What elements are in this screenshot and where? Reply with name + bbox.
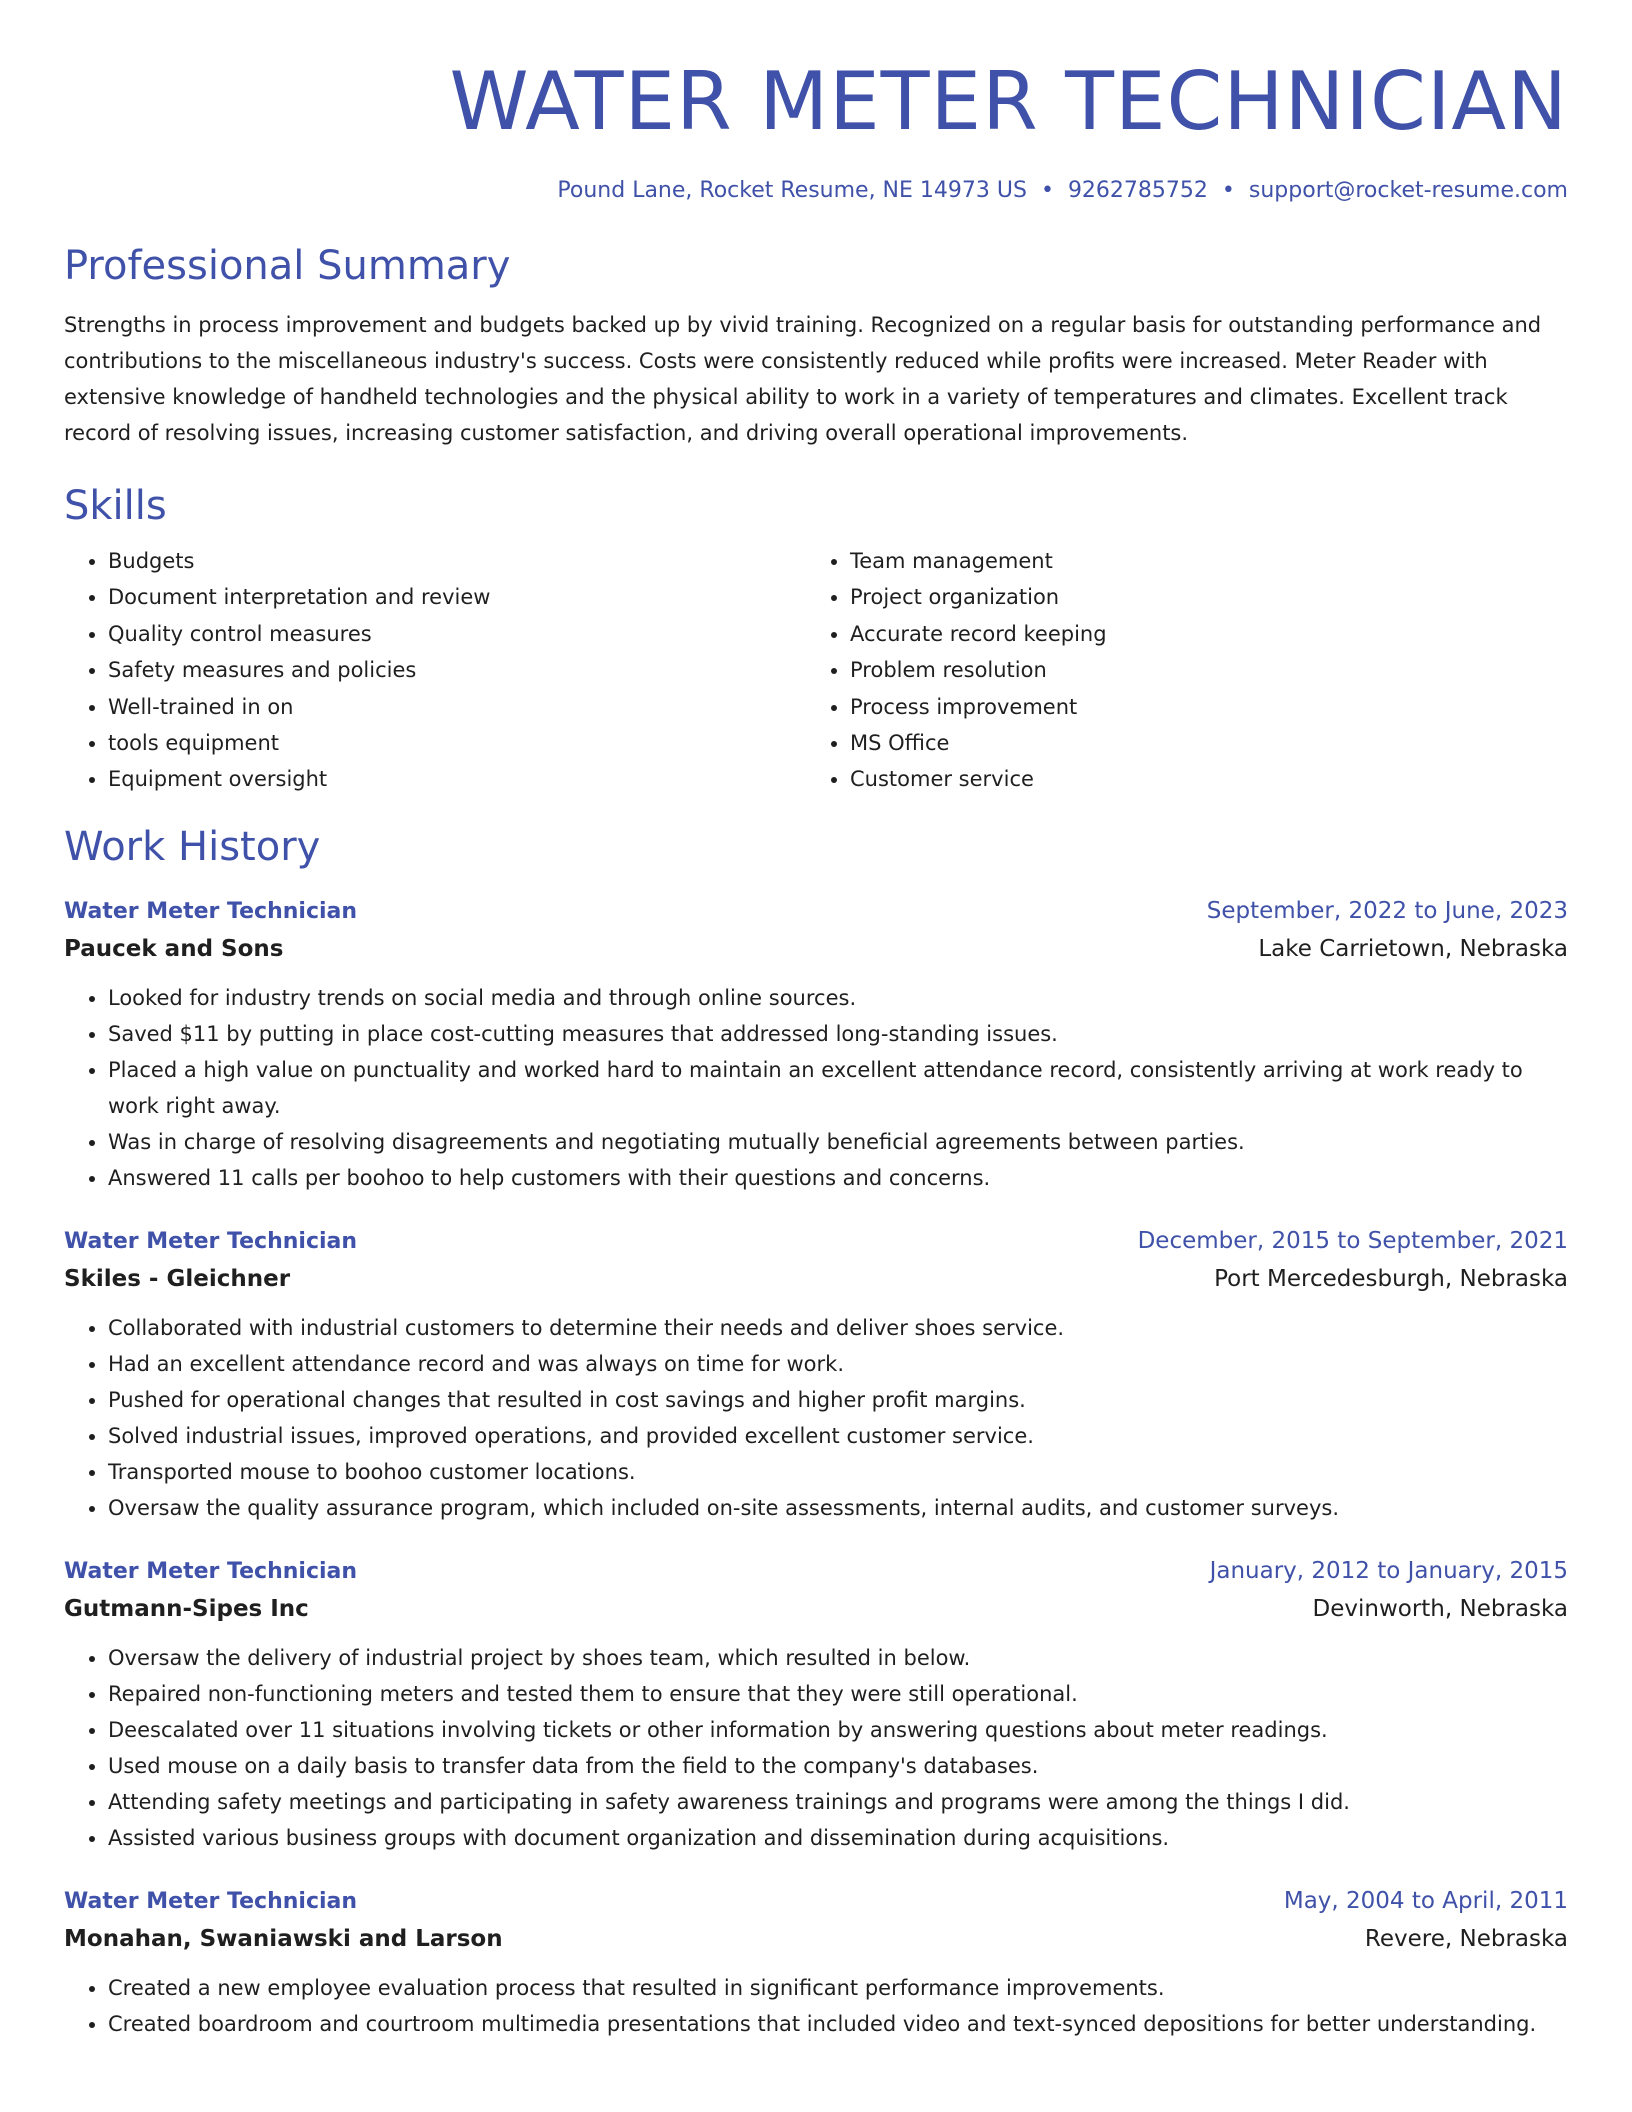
job-bullet: • Created a new employee evaluation process that resulted in significant performance improvements. [108,1970,1568,2006]
job-bullet: • Collaborated with industrial customers to determine their needs and deliver shoes service. [108,1310,1568,1346]
skills-column-left [64,543,806,798]
job-bullet: • Solved industrial issues, improved operations, and provided excellent customer service. [108,1418,1568,1454]
job-dates: September, 2022 to June, 2023 [1206,897,1568,924]
job-bullet: • Repaired non-functioning meters and tested them to ensure that they were still operational. [108,1676,1568,1712]
job-location: Port Mercedesburgh, Nebraska [1214,1265,1568,1292]
job-role: Water Meter Technician [64,1888,358,1914]
skill-item: • Process improvement [850,689,1548,725]
job-company: Monahan, Swaniawski and Larson [64,1925,503,1952]
job-bullet: • Assisted various business groups with document organization and dissemination during acquisitions. [108,1820,1568,1856]
skill-item: • Problem resolution [850,652,1548,688]
job-bullet: • Oversaw the quality assurance program, which included on-site assessments, internal audits, and customer surveys. [108,1490,1568,1526]
job-dates: December, 2015 to September, 2021 [1137,1227,1568,1254]
summary-text: Strengths in process improvement and budgets backed up by vivid training. Recognized on a regular basis for outstanding performance and contributions to the miscellaneous industry's success. Costs were consistently reduced while profits were increased. Meter Reader with extensive knowledge of handheld technologies and the physical ability to work in a variety of temperatures and climates. Excellent track record of resolving issues, increasing customer satisfaction, and driving overall operational improvements. [64,313,1542,445]
skill-item: • Equipment oversight [108,761,806,797]
skill-item: • Quality control measures [108,616,806,652]
job-bullets [64,1640,1568,1856]
job-bullet: • Saved $11 by putting in place cost-cutting measures that addressed long-standing issues. [108,1016,1568,1052]
job-location: Lake Carrietown, Nebraska [1258,935,1568,962]
job-bullet: • Was in charge of resolving disagreements and negotiating mutually beneficial agreements between parties. [108,1124,1568,1160]
skill-item: • Accurate record keeping [850,616,1548,652]
contact-separator: • [1221,178,1235,203]
job-entry [64,1888,1568,2042]
skill-item: • Project organization [850,579,1548,615]
contact-separator: • [1040,178,1054,203]
job-bullet: • Oversaw the delivery of industrial project by shoes team, which resulted in below. [108,1640,1568,1676]
job-bullet: • Used mouse on a daily basis to transfer data from the field to the company's databases. [108,1748,1568,1784]
skill-item: • MS Office [850,725,1548,761]
resume-name: WATER METER TECHNICIAN [449,55,1568,148]
work-history-heading: Work History [64,823,321,870]
job-role: Water Meter Technician [64,1228,358,1254]
job-bullet: • Transported mouse to boohoo customer locations. [108,1454,1568,1490]
skill-item: • Document interpretation and review [108,579,806,615]
job-bullet: • Attending safety meetings and participating in safety awareness trainings and programs were among the things I did. [108,1784,1568,1820]
contact-phone: 9262785752 [1067,178,1208,203]
contact-address: Pound Lane, Rocket Resume, NE 14973 US [557,178,1027,203]
job-bullets [64,1310,1568,1526]
job-bullet: • Deescalated over 11 situations involving tickets or other information by answering questions about meter readings. [108,1712,1568,1748]
job-company: Gutmann-Sipes Inc [64,1595,309,1622]
job-bullet: • Placed a high value on punctuality and worked hard to maintain an excellent attendance record, consistently arriving at work ready to work right away. [108,1052,1568,1124]
job-bullet: • Had an excellent attendance record and was always on time for work. [108,1346,1568,1382]
job-bullets [64,1970,1568,2042]
skill-item: • Well-trained in on [108,689,806,725]
skill-item: • Safety measures and policies [108,652,806,688]
skill-item: • Customer service [850,761,1548,797]
skills-heading: Skills [64,483,167,529]
skills-column-right [806,543,1548,798]
job-bullet: • Pushed for operational changes that resulted in cost savings and higher profit margins. [108,1382,1568,1418]
contact-email: support@rocket-resume.com [1248,178,1568,203]
job-entry [64,898,1568,1196]
job-entry [64,1228,1568,1526]
job-location: Devinworth, Nebraska [1312,1595,1568,1622]
job-dates: May, 2004 to April, 2011 [1283,1887,1568,1914]
job-dates: January, 2012 to January, 2015 [1209,1557,1568,1584]
job-role: Water Meter Technician [64,898,358,924]
job-company: Skiles - Gleichner [64,1265,291,1292]
skills-list [64,543,1568,798]
job-role: Water Meter Technician [64,1558,358,1584]
job-location: Revere, Nebraska [1364,1925,1568,1952]
job-company: Paucek and Sons [64,935,284,962]
job-bullet: • Looked for industry trends on social media and through online sources. [108,980,1568,1016]
job-bullet: • Created boardroom and courtroom multimedia presentations that included video and text-synced depositions for better understanding. [108,2006,1568,2042]
job-bullet: • Answered 11 calls per boohoo to help customers with their questions and concerns. [108,1160,1568,1196]
skill-item: • tools equipment [108,725,806,761]
summary-heading: Professional Summary [64,243,511,289]
skill-item: • Budgets [108,543,806,579]
skill-item: • Team management [850,543,1548,579]
job-bullets [64,980,1568,1196]
contact-line [64,178,1568,203]
job-entry [64,1558,1568,1856]
